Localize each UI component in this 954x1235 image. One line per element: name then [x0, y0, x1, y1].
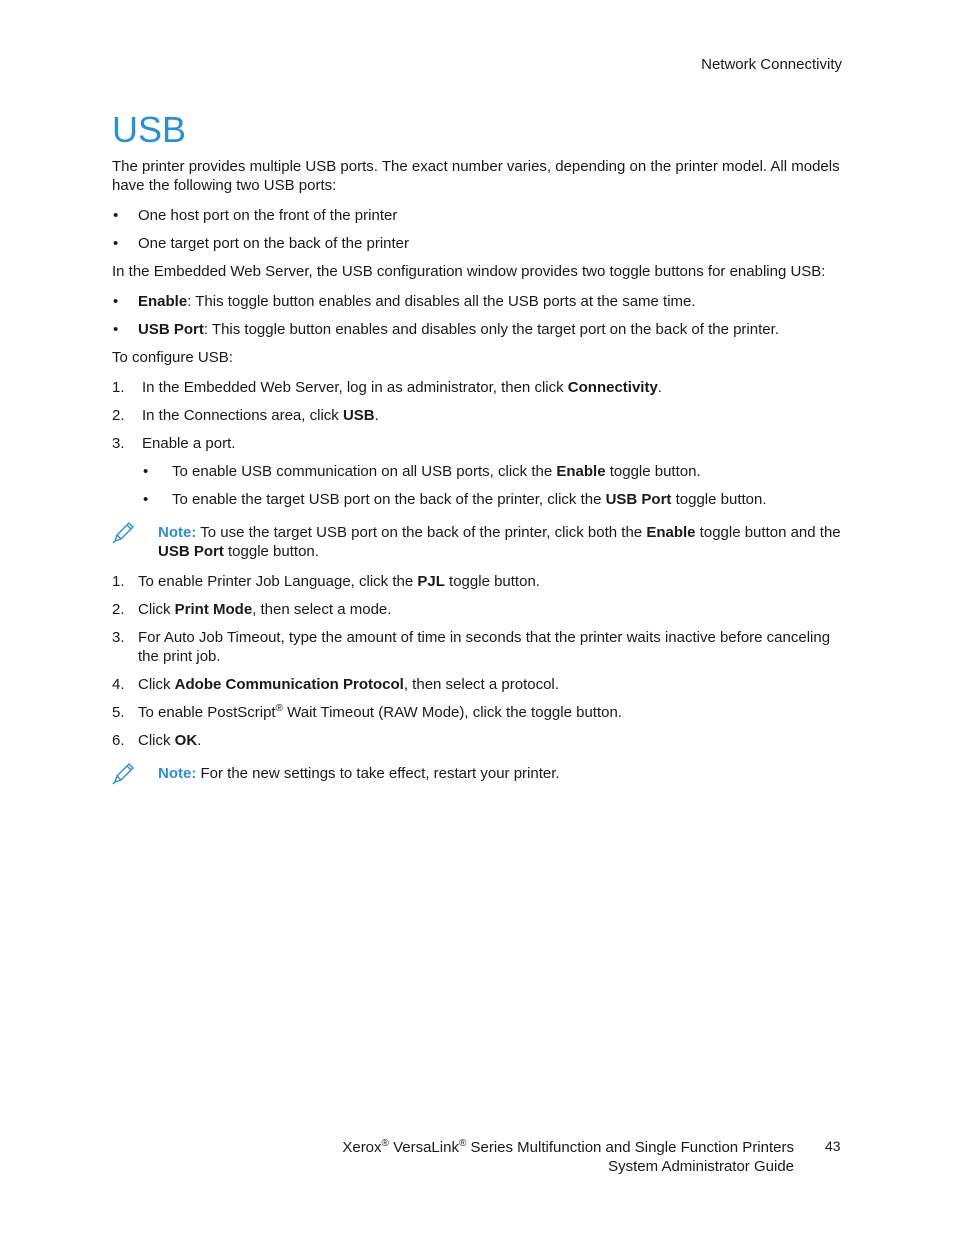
step3-sub-list: [142, 462, 844, 509]
note-text: toggle button.: [223, 543, 319, 560]
list-item: [112, 292, 844, 311]
note-label: Note:: [158, 524, 197, 541]
page-number: 43: [825, 1138, 841, 1154]
registered-mark: ®: [275, 703, 283, 714]
step-item: [112, 378, 844, 397]
step-text: For Auto Job Timeout, type the amount of time in seconds that the printer waits inactive before canceling the print job.: [138, 629, 831, 665]
term: USB Port: [138, 321, 204, 338]
registered-mark: ®: [381, 1138, 389, 1149]
item-text: toggle button.: [671, 491, 767, 508]
list-item: [142, 490, 844, 509]
step-number: 3.: [112, 629, 125, 646]
ui-term: Adobe Communication Protocol: [174, 676, 404, 693]
step-number: 2.: [112, 407, 125, 424]
step-item: [112, 731, 844, 750]
step-text: In the Embedded Web Server, log in as administrator, then click: [142, 379, 568, 396]
step-item: [112, 703, 844, 722]
ui-term: Print Mode: [174, 601, 253, 618]
step-item: [112, 434, 844, 509]
item-text: toggle button.: [605, 463, 701, 480]
step-text: , then select a protocol.: [403, 676, 559, 693]
step-number: 4.: [112, 676, 125, 693]
step-text: .: [197, 732, 202, 749]
intro-paragraph: The printer provides multiple USB ports. The exact number varies, depending on the printer model. All models have the following two USB ports:: [112, 158, 840, 194]
product-text: Series Multifunction and Single Function Printers: [466, 1139, 794, 1156]
step-text: In the Connections area, click: [142, 407, 343, 424]
configure-label: To configure USB:: [112, 349, 233, 366]
ui-term: USB: [342, 407, 375, 424]
list-item: [112, 320, 844, 339]
configure-steps: [112, 378, 844, 509]
step-text: To enable PostScript: [138, 704, 276, 721]
note-label: Note:: [158, 765, 197, 782]
step-number: 1.: [112, 573, 125, 590]
step-text: Wait Timeout (RAW Mode), click the toggle button.: [282, 704, 622, 721]
step-text: Click: [138, 732, 175, 749]
ui-term: PJL: [417, 573, 445, 590]
step-item: [112, 675, 844, 694]
ui-term: USB Port: [605, 491, 672, 508]
pencil-icon: [112, 520, 136, 544]
toggles-list: [112, 292, 844, 339]
list-item: [142, 462, 844, 481]
running-header: Network Connectivity: [701, 56, 842, 73]
step-number: 1.: [112, 379, 125, 396]
ews-paragraph: In the Embedded Web Server, the USB configuration window provides two toggle buttons for enabling USB:: [112, 263, 826, 280]
step-text: , then select a mode.: [252, 601, 392, 618]
brand-text: Xerox: [342, 1139, 382, 1156]
note-text: To use the target USB port on the back of the printer, click both the: [196, 524, 647, 541]
step-text: To enable Printer Job Language, click the: [138, 573, 418, 590]
ui-term: Enable: [646, 524, 696, 541]
settings-steps: [112, 572, 844, 750]
registered-mark: ®: [458, 1138, 467, 1149]
list-item: • One host port on the front of the printer: [112, 206, 844, 225]
step-text: Enable a port.: [142, 435, 236, 452]
footer-line-1: [342, 1138, 794, 1157]
note-text: For the new settings to take effect, restart your printer.: [196, 765, 560, 782]
pencil-icon: [112, 761, 136, 785]
step-number: 6.: [112, 732, 125, 749]
ui-term: OK: [174, 732, 198, 749]
ui-term: Connectivity: [567, 379, 658, 396]
note-text: toggle button and the: [695, 524, 841, 541]
desc: : This toggle button enables and disables only the target port on the back of the printer.: [203, 321, 779, 338]
term: Enable: [138, 293, 188, 310]
page-footer: [342, 1138, 794, 1176]
product-text: VersaLink: [388, 1139, 459, 1156]
step-number: 2.: [112, 601, 125, 618]
note-block: [112, 523, 844, 561]
step-number: 5.: [112, 704, 125, 721]
step-text: .: [657, 379, 662, 396]
ui-term: USB Port: [158, 543, 224, 560]
step-item: [112, 628, 844, 666]
step-text: Click: [138, 601, 175, 618]
step-text: .: [374, 407, 379, 424]
item-text: To enable the target USB port on the back of the printer, click the: [172, 491, 606, 508]
step-item: [112, 572, 844, 591]
item-text: To enable USB communication on all USB ports, click the: [172, 463, 557, 480]
list-item: • One target port on the back of the printer: [112, 234, 844, 253]
step-text: toggle button.: [444, 573, 540, 590]
main-content: [112, 157, 844, 794]
footer-line-2: System Administrator Guide: [608, 1158, 794, 1175]
ui-term: Enable: [556, 463, 606, 480]
step-text: Click: [138, 676, 175, 693]
page-title: USB: [112, 109, 187, 150]
step-item: [112, 406, 844, 425]
ports-list: [112, 206, 844, 253]
step-number: 3.: [112, 435, 125, 452]
note-block: [112, 764, 844, 783]
desc: : This toggle button enables and disables all the USB ports at the same time.: [187, 293, 696, 310]
step-item: [112, 600, 844, 619]
